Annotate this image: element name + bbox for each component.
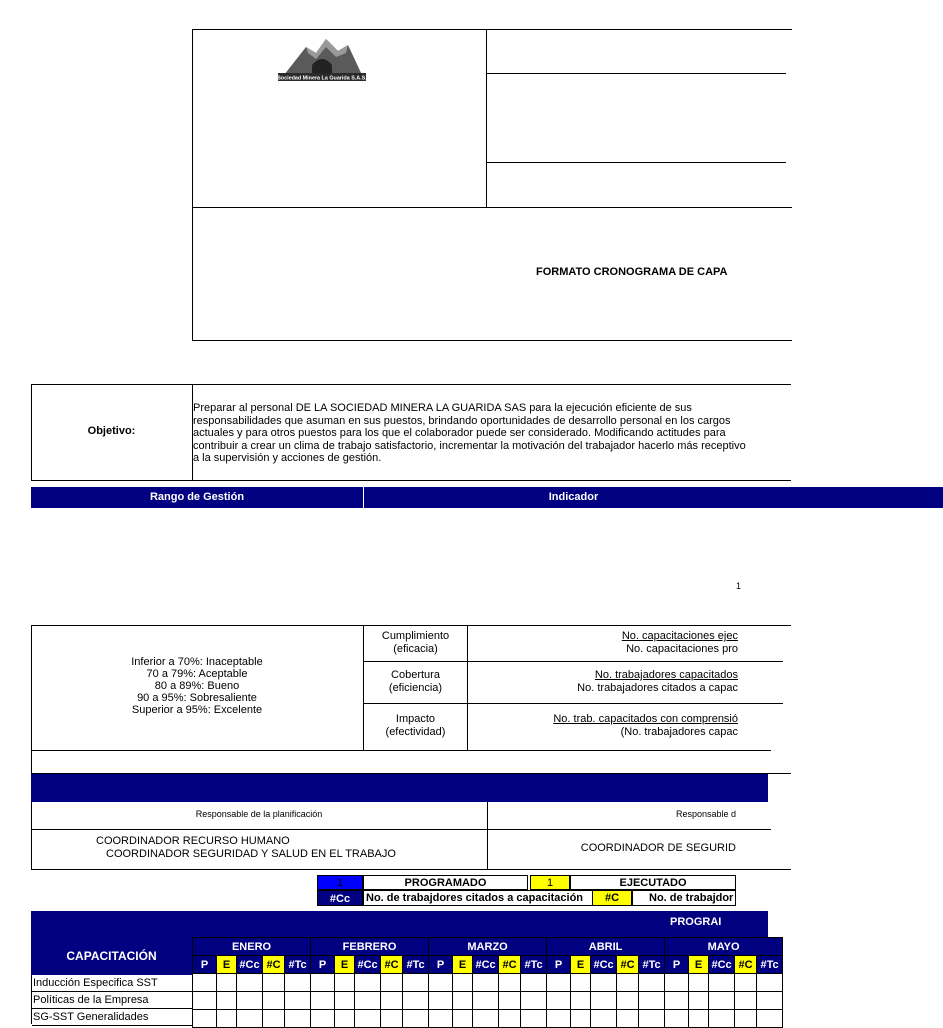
schedule-row [193,992,783,1010]
schedule-cell[interactable] [193,1010,217,1028]
month-header-row [193,938,783,956]
schedule-cell[interactable] [591,992,617,1010]
section-band [31,774,768,802]
legend-c-text: No. de trabajdor [632,890,736,906]
schedule-cell[interactable] [263,1010,285,1028]
schedule-cell[interactable] [617,974,639,992]
indicator-formula [468,713,738,739]
schedule-cell[interactable] [403,974,429,992]
schedule-cell[interactable] [709,974,735,992]
schedule-cell[interactable] [735,974,757,992]
subcol-tc: #Tc [403,956,429,974]
schedule-cell[interactable] [571,974,591,992]
schedule-cell[interactable] [665,974,689,992]
schedule-cell[interactable] [757,974,783,992]
schedule-cell[interactable] [429,1010,453,1028]
schedule-cell[interactable] [591,974,617,992]
schedule-cell[interactable] [217,1010,237,1028]
schedule-cell[interactable] [521,1010,547,1028]
range-item: 80 a 89%: Bueno [154,680,240,692]
month-header: ENERO [193,938,311,956]
subcol-e: E [571,956,591,974]
subcol-p: P [665,956,689,974]
training-column-header: CAPACITACIÓN [31,937,192,975]
mountain-logo-icon [276,33,368,81]
subcol-tc: #Tc [639,956,665,974]
company-name: Sociedad Minera La Guarida S.A.S. [277,75,367,82]
subcol-c: #C [499,956,521,974]
schedule-cell[interactable] [757,992,783,1010]
month-header: MARZO [429,938,547,956]
legend-programmed-number: 1 [317,875,363,890]
schedule-cell[interactable] [217,974,237,992]
subcol-cc: #Cc [591,956,617,974]
schedule-cell[interactable] [355,992,381,1010]
schedule-cell[interactable] [453,1010,473,1028]
schedule-cell[interactable] [381,992,403,1010]
schedule-table [192,937,783,1028]
indicators-bottom-line [31,750,771,751]
subcol-e: E [217,956,237,974]
schedule-cell[interactable] [335,1010,355,1028]
subcol-tc: #Tc [521,956,547,974]
range-list [31,656,363,716]
subcol-tc: #Tc [285,956,311,974]
subcol-p: P [429,956,453,974]
schedule-cell[interactable] [453,992,473,1010]
schedule-cell[interactable] [499,1010,521,1028]
schedule-row [193,1010,783,1028]
formula-denominator: No. trabajadores citados a capac [577,682,738,694]
range-item: 90 a 95%: Sobresaliente [137,692,257,704]
schedule-cell[interactable] [689,974,709,992]
legend-cc-text: No. de trabajdores citados a capacitación [363,890,593,906]
objective-text: Preparar al personal DE LA SOCIEDAD MINERA LA GUARIDA SAS para la ejecución eficiente de sus responsabilidades que asuman en sus puestos, brindando oportunidades de desarrollo personal en los cargos actuales y para otros puestos para los que el colaborador puede ser considerado. Modificando actitudes para contribuir a crear un clima de trabajo satisfactorio, incrementar la motivación del trabajador hacerlo más receptivo a la supervisión y acciones de gestión. [193,402,746,464]
indicator-title: Cumplimiento [381,630,450,642]
schedule-cell[interactable] [757,1010,783,1028]
indicator-name [364,630,467,656]
indicator-header: Indicador [363,487,943,508]
schedule-cell[interactable] [571,992,591,1010]
schedule-cell[interactable] [499,974,521,992]
planning-responsible-names [31,835,487,861]
indicators-row-line-2 [363,703,783,704]
subcol-cc: #Cc [237,956,263,974]
range-item: Superior a 95%: Excelente [131,704,263,716]
training-row-label[interactable]: Inducción Especifica SST [32,975,193,992]
schedule-cell[interactable] [639,992,665,1010]
indicator-formula [468,669,738,695]
indicator-title: Impacto [395,713,436,725]
header-line-2 [486,162,786,163]
schedule-cell[interactable] [453,974,473,992]
schedule-cell[interactable] [403,992,429,1010]
header-divider-h [192,207,792,208]
schedule-cell[interactable] [429,974,453,992]
subcolumn-header-row [193,956,783,974]
indicator-name [364,713,467,739]
schedule-cell[interactable] [355,974,381,992]
schedule-banner-text: PROGRAI [670,916,722,928]
indicator-type: (eficiencia) [388,682,443,694]
schedule-cell[interactable] [665,992,689,1010]
indicators-row-line-1 [363,661,783,662]
formula-denominator: (No. trabajadores capac [620,726,738,738]
header-divider-v [486,29,487,207]
schedule-cell[interactable] [193,992,217,1010]
planning-responsible-label: Responsable de la planificación [195,809,323,819]
range-item: Inferior a 70%: Inaceptable [131,656,263,668]
schedule-cell[interactable] [285,1010,311,1028]
subcol-cc: #Cc [473,956,499,974]
subcol-tc: #Tc [757,956,783,974]
subcol-e: E [453,956,473,974]
indicator-type: (efectividad) [385,726,446,738]
schedule-cell[interactable] [639,1010,665,1028]
schedule-cell[interactable] [617,992,639,1010]
schedule-cell[interactable] [381,974,403,992]
schedule-cell[interactable] [429,992,453,1010]
legend-c-tag: #C [592,890,632,906]
schedule-cell[interactable] [547,1010,571,1028]
other-responsible-label: Responsable d [675,809,736,819]
planning-responsible-name: COORDINADOR SEGURIDAD Y SALUD EN EL TRABAJO [106,848,396,860]
subcol-c: #C [617,956,639,974]
training-row-label[interactable]: Políticas de la Empresa [32,992,193,1009]
legend-programmed-label: PROGRAMADO [363,875,528,890]
subcol-e: E [689,956,709,974]
month-header: FEBRERO [311,938,429,956]
training-row-label[interactable]: SG-SST Generalidades [32,1009,193,1026]
schedule-cell[interactable] [709,1010,735,1028]
schedule-cell[interactable] [665,1010,689,1028]
schedule-cell[interactable] [263,974,285,992]
company-logo [276,33,368,81]
schedule-cell[interactable] [639,974,665,992]
subcol-c: #C [381,956,403,974]
schedule-row [193,974,783,992]
indicator-formula [468,630,738,656]
schedule-grid [192,937,779,1024]
formula-numerator: No. trab. capacitados con comprensió [553,713,738,725]
range-header: Rango de Gestión [31,487,363,508]
schedule-cell[interactable] [689,992,709,1010]
schedule-cell[interactable] [617,1010,639,1028]
schedule-cell[interactable] [237,974,263,992]
responsibles-mid-line [31,829,771,830]
schedule-cell[interactable] [499,992,521,1010]
legend-executed-number: 1 [530,875,570,890]
schedule-cell[interactable] [217,992,237,1010]
schedule-cell[interactable] [263,992,285,1010]
formula-numerator: No. capacitaciones ejec [621,630,738,642]
subcol-c: #C [735,956,757,974]
objective-label: Objetivo: [87,425,136,437]
page-number: 1 [736,581,742,591]
schedule-cell[interactable] [689,1010,709,1028]
schedule-banner [31,911,768,937]
formula-denominator: No. capacitaciones pro [626,643,738,655]
schedule-cell[interactable] [709,992,735,1010]
schedule-cell[interactable] [335,974,355,992]
schedule-cell[interactable] [311,992,335,1010]
legend-cc-tag: #Cc [317,890,363,906]
legend-executed-label: EJECUTADO [570,875,736,890]
indicator-type: (eficacia) [393,643,438,655]
other-responsible-name: COORDINADOR DE SEGURID [580,842,736,854]
document-title: FORMATO CRONOGRAMA DE CAPA [536,266,728,278]
header-line-1 [486,73,786,74]
schedule-cell[interactable] [311,1010,335,1028]
schedule-cell[interactable] [547,974,571,992]
schedule-cell[interactable] [285,974,311,992]
subcol-p: P [547,956,571,974]
schedule-cell[interactable] [521,992,547,1010]
schedule-cell[interactable] [473,974,499,992]
schedule-cell[interactable] [403,1010,429,1028]
schedule-cell[interactable] [311,974,335,992]
schedule-cell[interactable] [335,992,355,1010]
schedule-cell[interactable] [285,992,311,1010]
schedule-cell[interactable] [547,992,571,1010]
schedule-cell[interactable] [735,992,757,1010]
schedule-cell[interactable] [193,974,217,992]
schedule-cell[interactable] [237,992,263,1010]
schedule-cell[interactable] [521,974,547,992]
subcol-cc: #Cc [355,956,381,974]
schedule-cell[interactable] [735,1010,757,1028]
indicator-title: Cobertura [391,669,440,681]
schedule-cell[interactable] [571,1010,591,1028]
training-list [31,975,193,1024]
schedule-cell[interactable] [591,1010,617,1028]
subcol-e: E [335,956,355,974]
subcol-c: #C [263,956,285,974]
schedule-cell[interactable] [237,1010,263,1028]
subcol-cc: #Cc [709,956,735,974]
indicator-name [364,669,467,695]
month-header: MAYO [665,938,783,956]
schedule-cell[interactable] [473,992,499,1010]
schedule-cell[interactable] [355,1010,381,1028]
subcol-p: P [193,956,217,974]
schedule-cell[interactable] [473,1010,499,1028]
planning-responsible-name: COORDINADOR RECURSO HUMANO [96,835,290,847]
schedule-cell[interactable] [381,1010,403,1028]
subcol-p: P [311,956,335,974]
month-header: ABRIL [547,938,665,956]
formula-numerator: No. trabajadores capacitados [594,669,738,681]
range-item: 70 a 79%: Aceptable [146,668,248,680]
